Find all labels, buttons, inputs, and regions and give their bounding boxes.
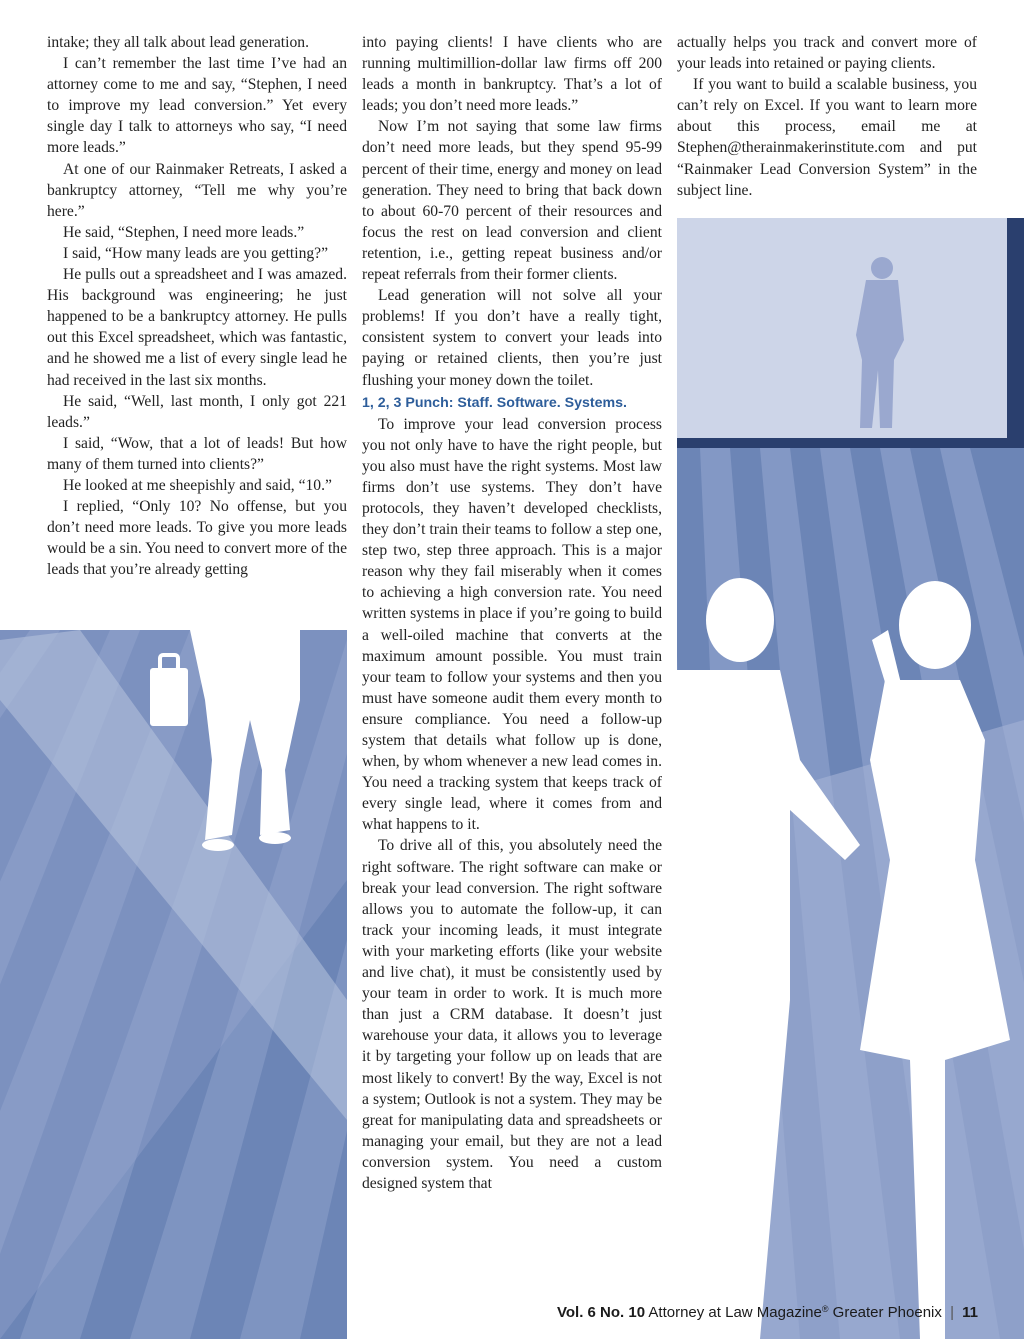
paragraph: To improve your lead conversion process you not only have to have the right people, but you also must have the right systems. Most law firms don’t use systems. They don’t have protocols, they haven’t developed checklists, they don’t train their teams to follow a step one, step two, step three approach. This is a major reason why they fail miserably when it comes to achieving a high conversion rate. You need written systems in place if you’re going to build a well-oiled machine that converts at the maximum amount possible. You must train your team to follow your systems and then you must have someone audit them every month to ensure compliance. You need a follow-up system that details what follow up is done, when, by whom whenever a new lead comes in. You need a tracking system that keeps track of every single lead, where it comes from and what happens to it. [362,415,662,834]
magazine-name: Attorney at Law Magazine [648,1304,822,1321]
window-pane [677,218,1007,438]
paragraph: intake; they all talk about lead generation. [47,34,309,51]
paragraph: actually helps you track and convert more of your leads into retained or paying clients. [677,34,977,73]
page-footer [557,1303,978,1323]
paragraph: At one of our Rainmaker Retreats, I asked a bankruptcy attorney, “Tell me why you’re here.” [47,160,347,220]
section-heading: 1, 2, 3 Punch: Staff. Software. Systems. [362,394,627,411]
edition-name: Greater Phoenix [832,1304,942,1321]
paragraph: I can’t remember the last time I’ve had an attorney come to me and say, “Stephen, I need to improve my lead conversion.” Yet every single day I talk to attorneys who say, “I need more leads.” [47,55,347,157]
paragraph: Lead generation will not solve all your problems! If you don’t have a really tight, consistent system to convert your leads into paying or retained clients, then you’re just flushing your money down the toilet. [362,287,662,389]
article-column-3 [677,32,977,201]
page-number: 11 [962,1304,978,1321]
paragraph: I said, “Wow, that a lot of leads! But how many of them turned into clients?” [47,434,347,473]
paragraph: He pulls out a spreadsheet and I was amazed. His background was engineering; he just happened to be a bankruptcy attorney. He pulls out this Excel spreadsheet, which was fantastic, and he showed me a list of every single lead he had received in the last six months. [47,266,347,389]
paragraph: To drive all of this, you absolutely need the right software. The right software can make or break your lead conversion. The right software allows you to automate the follow-up, it can track your incoming leads, it must integrate with your marketing efforts (like your website and live chat), it must be consistently used by your team in order to work. It is much more than just a CRM database. It doesn’t just warehouse your data, it allows you to leverage it by targeting your follow up on leads that are most likely to convert! By the way, Excel is not a system; Outlook is not a system. They may be great for manipulating data and spreadsheets or managing your email, but they are not a lead conversion system. You need a custom designed system that [362,837,662,1192]
paragraph: into paying clients! I have clients who are running multimillion-dollar law firms off 200 leads a month in bankruptcy. That’s a lot of leads; you don’t need more leads.” [362,34,662,115]
article-column-2 [362,32,662,1194]
paragraph: He said, “Well, last month, I only got 221 leads.” [47,392,347,431]
registered-mark: ® [821,1304,829,1314]
issue-label: Vol. 6 No. 10 [556,1304,646,1321]
paragraph: If you want to build a scalable business, you can’t rely on Excel. If you want to learn more about this process, email me at Stephen@therainmakerinstitute.com and put “Rainmaker Lead Conversion System” in the subject line. [677,76,977,199]
paragraph: Now I’m not saying that some law firms don’t need more leads, but they spend 95-99 percent of their time, energy and money on lead generation. They need to bring that back down to about 60-70 percent of their resources and focus the rest on lead conversion and client retention, i.e., getting repeat business and/or repeat referrals from their former clients. [362,118,662,284]
paragraph: I said, “How many leads are you getting?” [63,244,329,262]
article-column-1 [47,32,347,580]
paragraph: I replied, “Only 10? No offense, but you don’t need more leads. To give you more leads would be a sin. You need to convert more of the leads that you’re already getting [47,498,347,579]
paragraph: He looked at me sheepishly and said, “10.” [63,476,332,494]
paragraph: He said, “Stephen, I need more leads.” [63,223,305,241]
footer-separator: | [950,1304,954,1321]
